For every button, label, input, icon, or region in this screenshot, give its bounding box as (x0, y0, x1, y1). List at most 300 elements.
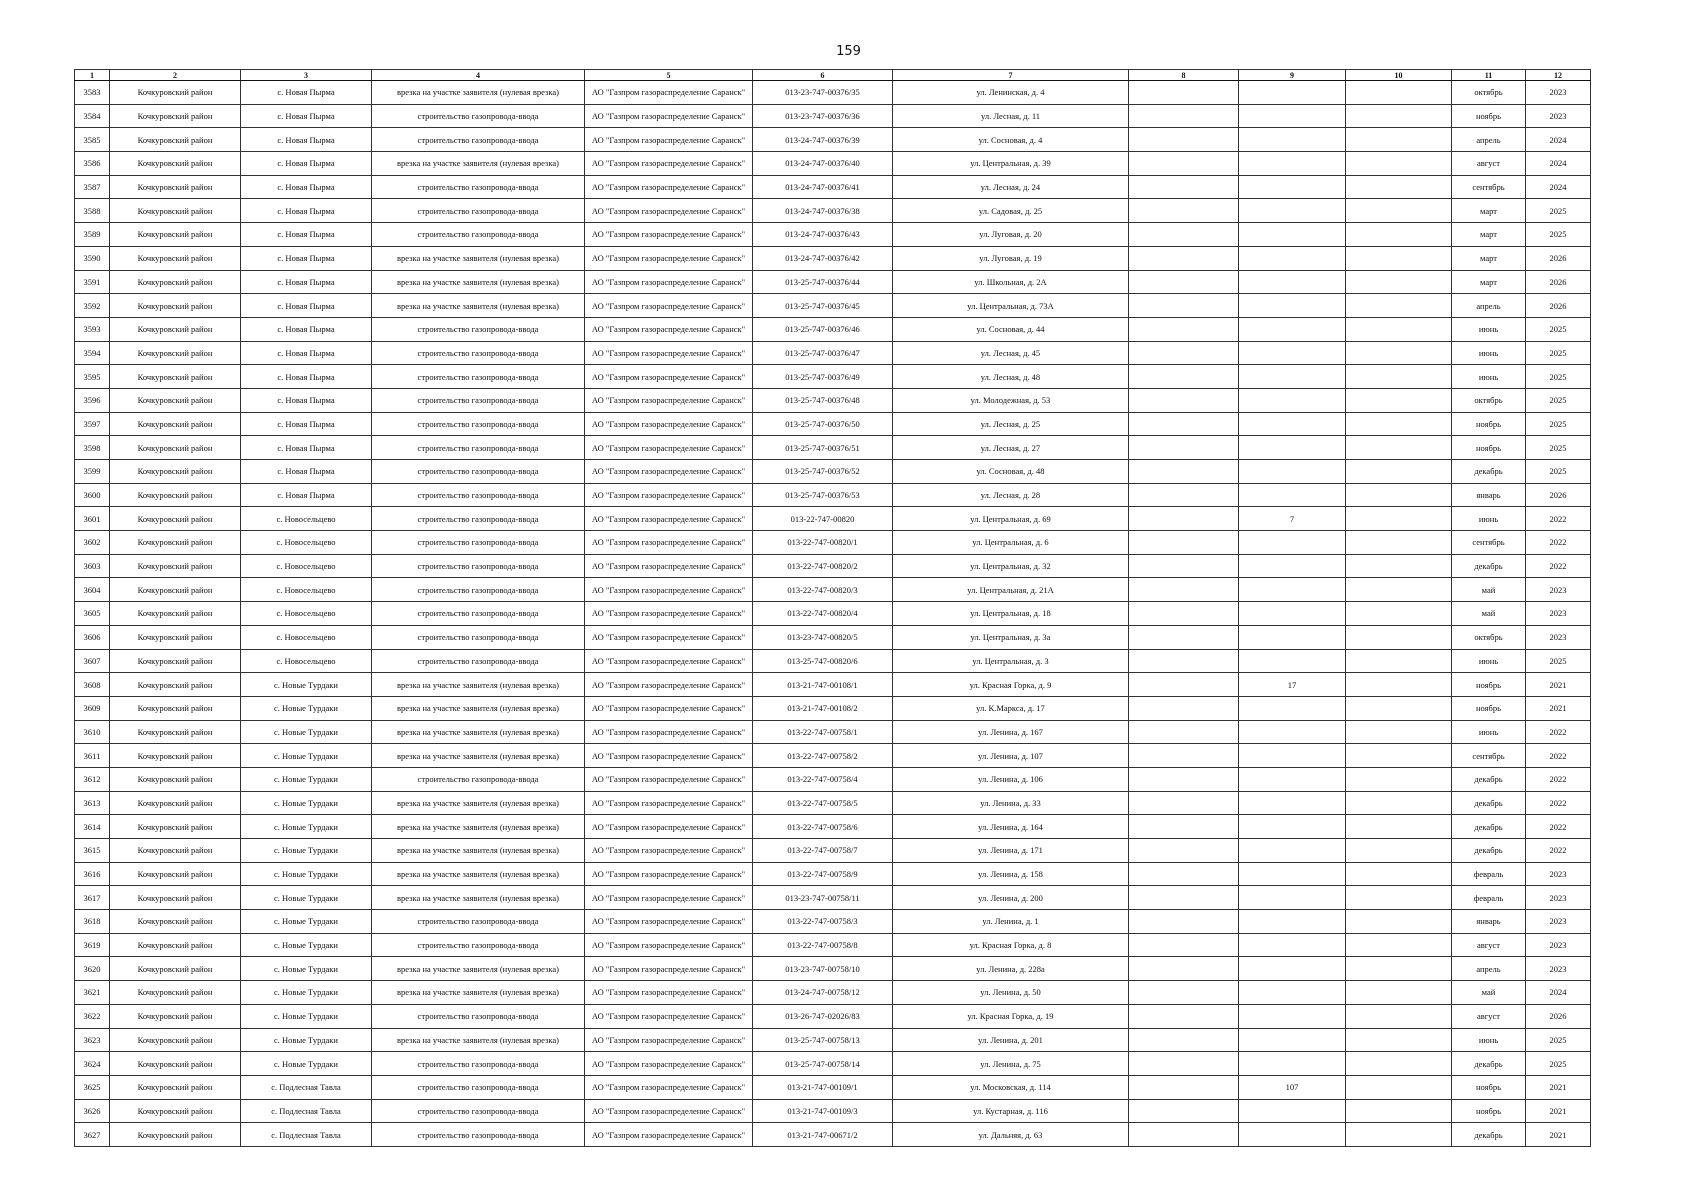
table-cell: ул. Красная Горка, д. 8 (893, 933, 1129, 957)
table-cell: 2021 (1526, 696, 1591, 720)
table-cell (1346, 862, 1452, 886)
table-cell: 3593 (75, 317, 110, 341)
table-row (75, 1052, 1591, 1076)
table-cell: ул. Ленина, д. 167 (893, 720, 1129, 744)
table-cell: март (1452, 246, 1526, 270)
table-row (75, 696, 1591, 720)
table-cell: 2022 (1526, 507, 1591, 531)
table-cell: с. Новые Турдаки (241, 767, 372, 791)
table-cell: 013-22-747-00758/1 (753, 720, 893, 744)
table-cell: 2022 (1526, 744, 1591, 768)
table-cell (1346, 223, 1452, 247)
table-row (75, 317, 1591, 341)
table-cell (1239, 199, 1346, 223)
table-cell: ул. Ленина, д. 164 (893, 815, 1129, 839)
table-cell: АО "Газпром газораспределение Саранск" (585, 246, 753, 270)
table-cell: с. Новые Турдаки (241, 910, 372, 934)
table-cell: Кочкуровский район (110, 744, 241, 768)
table-row (75, 436, 1591, 460)
table-row (75, 294, 1591, 318)
table-cell: Кочкуровский район (110, 460, 241, 484)
table-cell: с. Новосельцево (241, 578, 372, 602)
table-cell (1129, 460, 1239, 484)
table-cell: с. Новые Турдаки (241, 1052, 372, 1076)
table-cell: АО "Газпром газораспределение Саранск" (585, 531, 753, 555)
table-cell: АО "Газпром газораспределение Саранск" (585, 839, 753, 863)
table-row (75, 152, 1591, 176)
table-row (75, 507, 1591, 531)
table-cell: врезка на участке заявителя (нулевая врезка) (372, 957, 585, 981)
table-cell (1239, 815, 1346, 839)
table-cell: ул. Школьная, д. 2А (893, 270, 1129, 294)
table-cell: 013-25-747-00820/6 (753, 649, 893, 673)
table-cell: ул. Ленина, д. 75 (893, 1052, 1129, 1076)
table-cell: АО "Газпром газораспределение Саранск" (585, 649, 753, 673)
table-cell (1129, 1123, 1239, 1147)
table-cell (1129, 649, 1239, 673)
table-cell (1239, 649, 1346, 673)
table-cell: 013-24-747-00376/42 (753, 246, 893, 270)
table-cell (1239, 791, 1346, 815)
table-cell: АО "Газпром газораспределение Саранск" (585, 483, 753, 507)
table-cell: с. Новосельцево (241, 649, 372, 673)
table-cell (1129, 412, 1239, 436)
table-cell: АО "Газпром газораспределение Саранск" (585, 602, 753, 626)
table-cell: 3623 (75, 1028, 110, 1052)
table-cell: декабрь (1452, 815, 1526, 839)
table-cell: 013-25-747-00376/51 (753, 436, 893, 460)
table-cell: с. Новая Пырма (241, 223, 372, 247)
table-cell: Кочкуровский район (110, 1052, 241, 1076)
table-cell (1239, 578, 1346, 602)
table-cell (1239, 1123, 1346, 1147)
table-cell: Кочкуровский район (110, 696, 241, 720)
table-cell: строительство газопровода-ввода (372, 483, 585, 507)
table-cell: АО "Газпром газораспределение Саранск" (585, 270, 753, 294)
table-cell: 3594 (75, 341, 110, 365)
table-cell: с. Новые Турдаки (241, 673, 372, 697)
table-cell (1239, 104, 1346, 128)
table-cell (1239, 957, 1346, 981)
table-cell: 013-24-747-00758/12 (753, 981, 893, 1005)
table-cell (1129, 483, 1239, 507)
table-cell: Кочкуровский район (110, 317, 241, 341)
table-cell (1346, 981, 1452, 1005)
table-cell: ул. Центральная, д. 32 (893, 554, 1129, 578)
table-cell: АО "Газпром газораспределение Саранск" (585, 791, 753, 815)
table-cell: с. Новосельцево (241, 625, 372, 649)
table-cell: 013-23-747-00376/35 (753, 81, 893, 105)
table-cell (1239, 294, 1346, 318)
column-header: 11 (1452, 70, 1526, 81)
table-cell: АО "Газпром газораспределение Саранск" (585, 744, 753, 768)
table-cell: АО "Газпром газораспределение Саранск" (585, 81, 753, 105)
table-row (75, 981, 1591, 1005)
table-cell: 013-22-747-00758/2 (753, 744, 893, 768)
table-cell: сентябрь (1452, 175, 1526, 199)
table-cell: 2025 (1526, 412, 1591, 436)
table-cell (1129, 1075, 1239, 1099)
table-cell: 2023 (1526, 862, 1591, 886)
table-cell (1346, 270, 1452, 294)
table-cell: ул. Центральная, д. 18 (893, 602, 1129, 626)
table-cell: 2025 (1526, 365, 1591, 389)
table-cell: АО "Газпром газораспределение Саранск" (585, 365, 753, 389)
column-header: 3 (241, 70, 372, 81)
page-number: 159 (836, 44, 861, 59)
table-cell: Кочкуровский район (110, 1075, 241, 1099)
table-cell: строительство газопровода-ввода (372, 1075, 585, 1099)
table-cell: ул. Лесная, д. 28 (893, 483, 1129, 507)
data-table (74, 69, 1591, 1147)
table-cell: 2022 (1526, 720, 1591, 744)
table-cell: 2024 (1526, 981, 1591, 1005)
table-cell: АО "Газпром газораспределение Саранск" (585, 341, 753, 365)
table-cell: ул. Лесная, д. 27 (893, 436, 1129, 460)
table-cell: 3627 (75, 1123, 110, 1147)
table-row (75, 246, 1591, 270)
table-cell: с. Новая Пырма (241, 436, 372, 460)
table-cell: 013-22-747-00820/1 (753, 531, 893, 555)
table-cell: 3604 (75, 578, 110, 602)
table-cell: АО "Газпром газораспределение Саранск" (585, 957, 753, 981)
table-cell: 013-22-747-00820/3 (753, 578, 893, 602)
table-cell: 3590 (75, 246, 110, 270)
table-cell: 2025 (1526, 317, 1591, 341)
table-cell: Кочкуровский район (110, 981, 241, 1005)
table-cell: ул. Центральная, д. 6 (893, 531, 1129, 555)
table-cell: с. Новые Турдаки (241, 791, 372, 815)
table-cell: ул. Красная Горка, д. 9 (893, 673, 1129, 697)
table-cell: 2022 (1526, 767, 1591, 791)
table-cell: АО "Газпром газораспределение Саранск" (585, 1123, 753, 1147)
table-cell (1346, 317, 1452, 341)
table-cell: 3621 (75, 981, 110, 1005)
table-cell: 013-24-747-00376/38 (753, 199, 893, 223)
table-cell: врезка на участке заявителя (нулевая врезка) (372, 791, 585, 815)
table-cell (1239, 1028, 1346, 1052)
table-row (75, 1075, 1591, 1099)
table-cell: АО "Газпром газораспределение Саранск" (585, 886, 753, 910)
table-cell: врезка на участке заявителя (нулевая врезка) (372, 246, 585, 270)
table-cell: 2025 (1526, 341, 1591, 365)
table-cell: 3614 (75, 815, 110, 839)
table-cell (1129, 862, 1239, 886)
table-cell: 013-22-747-00820/4 (753, 602, 893, 626)
table-cell: 013-21-747-00109/3 (753, 1099, 893, 1123)
table-cell (1129, 602, 1239, 626)
table-cell: строительство газопровода-ввода (372, 578, 585, 602)
table-cell: 2025 (1526, 1028, 1591, 1052)
table-cell (1346, 744, 1452, 768)
table-cell (1239, 483, 1346, 507)
table-cell: 2023 (1526, 957, 1591, 981)
table-cell (1346, 1075, 1452, 1099)
table-cell (1129, 981, 1239, 1005)
table-cell: 3613 (75, 791, 110, 815)
table-cell: ул. Ленина, д. 1 (893, 910, 1129, 934)
table-cell: 3595 (75, 365, 110, 389)
table-cell: 013-24-747-00376/41 (753, 175, 893, 199)
table-cell: октябрь (1452, 388, 1526, 412)
table-cell: врезка на участке заявителя (нулевая врезка) (372, 294, 585, 318)
table-cell: врезка на участке заявителя (нулевая врезка) (372, 152, 585, 176)
table-cell: 013-21-747-00108/1 (753, 673, 893, 697)
table-cell: октябрь (1452, 81, 1526, 105)
table-cell: 3601 (75, 507, 110, 531)
table-cell: строительство газопровода-ввода (372, 767, 585, 791)
table-cell: 013-22-747-00820 (753, 507, 893, 531)
table-cell: Кочкуровский район (110, 175, 241, 199)
table-cell: АО "Газпром газораспределение Саранск" (585, 152, 753, 176)
table-cell: 013-25-747-00376/44 (753, 270, 893, 294)
table-cell: с. Новосельцево (241, 507, 372, 531)
table-cell (1346, 152, 1452, 176)
table-cell: август (1452, 933, 1526, 957)
table-cell (1346, 815, 1452, 839)
table-cell: АО "Газпром газораспределение Саранск" (585, 1028, 753, 1052)
table-cell: ул. Московская, д. 114 (893, 1075, 1129, 1099)
table-cell: с. Новая Пырма (241, 175, 372, 199)
table-cell: ул. К.Маркса, д. 17 (893, 696, 1129, 720)
table-row (75, 1028, 1591, 1052)
table-cell: с. Новая Пырма (241, 460, 372, 484)
table-cell: 2025 (1526, 199, 1591, 223)
table-cell: Кочкуровский район (110, 791, 241, 815)
table-cell: 013-21-747-00108/2 (753, 696, 893, 720)
table-body (75, 81, 1591, 1147)
table-cell: 013-22-747-00758/9 (753, 862, 893, 886)
table-cell (1239, 862, 1346, 886)
table-cell: АО "Газпром газораспределение Саранск" (585, 696, 753, 720)
table-cell: с. Новая Пырма (241, 104, 372, 128)
table-cell: 3617 (75, 886, 110, 910)
column-header: 6 (753, 70, 893, 81)
table-cell: Кочкуровский район (110, 910, 241, 934)
table-row (75, 175, 1591, 199)
table-cell: врезка на участке заявителя (нулевая врезка) (372, 673, 585, 697)
table-cell: август (1452, 1004, 1526, 1028)
table-row (75, 483, 1591, 507)
table-cell: сентябрь (1452, 531, 1526, 555)
table-cell (1346, 649, 1452, 673)
table-cell: ул. Центральная, д. 39 (893, 152, 1129, 176)
table-cell: 2023 (1526, 81, 1591, 105)
header-row (75, 70, 1591, 81)
table-cell: апрель (1452, 957, 1526, 981)
table-cell (1239, 81, 1346, 105)
table-cell (1129, 744, 1239, 768)
table-cell: строительство газопровода-ввода (372, 1004, 585, 1028)
table-cell: 2022 (1526, 554, 1591, 578)
table-row (75, 128, 1591, 152)
table-cell (1346, 507, 1452, 531)
table-cell: 3615 (75, 839, 110, 863)
table-cell: 013-24-747-00376/43 (753, 223, 893, 247)
table-cell: врезка на участке заявителя (нулевая врезка) (372, 981, 585, 1005)
table-row (75, 270, 1591, 294)
table-cell: 3598 (75, 436, 110, 460)
table-row (75, 554, 1591, 578)
table-cell (1346, 578, 1452, 602)
table-cell: 2024 (1526, 152, 1591, 176)
table-cell (1239, 696, 1346, 720)
table-cell (1129, 317, 1239, 341)
table-cell: АО "Газпром газораспределение Саранск" (585, 460, 753, 484)
table-cell: 3626 (75, 1099, 110, 1123)
table-cell: Кочкуровский район (110, 673, 241, 697)
table-cell: с. Новосельцево (241, 602, 372, 626)
table-cell: строительство газопровода-ввода (372, 531, 585, 555)
table-cell: АО "Газпром газораспределение Саранск" (585, 1099, 753, 1123)
table-cell: ул. Ленина, д. 201 (893, 1028, 1129, 1052)
table-cell (1346, 365, 1452, 389)
table-cell: строительство газопровода-ввода (372, 649, 585, 673)
table-cell: июнь (1452, 720, 1526, 744)
table-cell (1239, 460, 1346, 484)
table-row (75, 744, 1591, 768)
table-cell: с. Новая Пырма (241, 128, 372, 152)
table-cell: 3619 (75, 933, 110, 957)
table-cell: ул. Сосновая, д. 4 (893, 128, 1129, 152)
table-cell: 3599 (75, 460, 110, 484)
table-cell: Кочкуровский район (110, 341, 241, 365)
table-cell (1129, 199, 1239, 223)
table-cell (1129, 767, 1239, 791)
table-cell (1129, 554, 1239, 578)
table-cell: Кочкуровский район (110, 507, 241, 531)
table-cell: 2025 (1526, 223, 1591, 247)
table-cell: ноябрь (1452, 673, 1526, 697)
table-cell: декабрь (1452, 791, 1526, 815)
table-cell: 2026 (1526, 294, 1591, 318)
table-cell (1346, 625, 1452, 649)
table-cell: с. Новосельцево (241, 531, 372, 555)
table-cell: январь (1452, 483, 1526, 507)
table-cell: Кочкуровский район (110, 199, 241, 223)
column-header: 12 (1526, 70, 1591, 81)
table-cell: 3602 (75, 531, 110, 555)
table-cell: Кочкуровский район (110, 483, 241, 507)
table-cell (1129, 910, 1239, 934)
table-row (75, 673, 1591, 697)
table-cell (1346, 554, 1452, 578)
table-cell: 3591 (75, 270, 110, 294)
table-cell: 2024 (1526, 128, 1591, 152)
table-cell (1129, 1028, 1239, 1052)
table-cell: 3611 (75, 744, 110, 768)
table-cell: 3587 (75, 175, 110, 199)
table-cell (1129, 175, 1239, 199)
table-cell: май (1452, 602, 1526, 626)
table-cell (1239, 270, 1346, 294)
table-cell (1129, 104, 1239, 128)
table-cell: 2025 (1526, 436, 1591, 460)
table-row (75, 625, 1591, 649)
table-cell: АО "Газпром газораспределение Саранск" (585, 554, 753, 578)
table-cell (1346, 673, 1452, 697)
table-cell: 2022 (1526, 815, 1591, 839)
table-cell: Кочкуровский район (110, 649, 241, 673)
table-cell (1239, 744, 1346, 768)
table-cell: ул. Садовая, д. 25 (893, 199, 1129, 223)
table-cell (1129, 341, 1239, 365)
table-cell (1129, 720, 1239, 744)
table-cell: с. Новая Пырма (241, 341, 372, 365)
table-row (75, 1123, 1591, 1147)
table-cell (1346, 886, 1452, 910)
table-cell: с. Новые Турдаки (241, 981, 372, 1005)
table-cell: 7 (1239, 507, 1346, 531)
table-cell (1129, 1052, 1239, 1076)
table-cell (1346, 767, 1452, 791)
table-cell: 2026 (1526, 246, 1591, 270)
table-cell (1239, 720, 1346, 744)
table-cell: врезка на участке заявителя (нулевая врезка) (372, 270, 585, 294)
table-cell: с. Новые Турдаки (241, 815, 372, 839)
table-cell (1239, 388, 1346, 412)
column-header: 2 (110, 70, 241, 81)
table-row (75, 388, 1591, 412)
table-cell: декабрь (1452, 460, 1526, 484)
table-cell: 3610 (75, 720, 110, 744)
table-cell: май (1452, 981, 1526, 1005)
table-cell (1239, 933, 1346, 957)
table-cell (1346, 720, 1452, 744)
table-cell: март (1452, 223, 1526, 247)
table-cell: Кочкуровский район (110, 578, 241, 602)
table-cell: Кочкуровский район (110, 625, 241, 649)
table-cell: строительство газопровода-ввода (372, 388, 585, 412)
table-cell: ул. Центральная, д. 69 (893, 507, 1129, 531)
table-cell: Кочкуровский район (110, 862, 241, 886)
table-row (75, 649, 1591, 673)
table-cell: октябрь (1452, 625, 1526, 649)
table-cell: строительство газопровода-ввода (372, 933, 585, 957)
table-cell: декабрь (1452, 767, 1526, 791)
table-row (75, 104, 1591, 128)
table-cell: март (1452, 199, 1526, 223)
table-cell: Кочкуровский район (110, 246, 241, 270)
table-cell: с. Новые Турдаки (241, 862, 372, 886)
table-cell: апрель (1452, 294, 1526, 318)
table-cell (1239, 554, 1346, 578)
table-cell (1129, 388, 1239, 412)
table-cell: февраль (1452, 886, 1526, 910)
table-cell: ул. Ленина, д. 171 (893, 839, 1129, 863)
table-cell: ул. Ленина, д. 50 (893, 981, 1129, 1005)
table-cell: АО "Газпром газораспределение Саранск" (585, 862, 753, 886)
table-cell: Кочкуровский район (110, 294, 241, 318)
table-cell (1129, 152, 1239, 176)
table-cell (1239, 531, 1346, 555)
table-cell (1129, 791, 1239, 815)
table-cell: АО "Газпром газораспределение Саранск" (585, 1075, 753, 1099)
table-cell: 013-25-747-00376/53 (753, 483, 893, 507)
table-cell: Кочкуровский район (110, 554, 241, 578)
table-cell: с. Подлесная Тавла (241, 1075, 372, 1099)
table-cell: АО "Газпром газораспределение Саранск" (585, 104, 753, 128)
table-cell: строительство газопровода-ввода (372, 910, 585, 934)
table-cell: АО "Газпром газораспределение Саранск" (585, 436, 753, 460)
table-cell: 2022 (1526, 839, 1591, 863)
table-cell: строительство газопровода-ввода (372, 175, 585, 199)
table-cell: ул. Сосновая, д. 44 (893, 317, 1129, 341)
table-cell: 013-25-747-00376/52 (753, 460, 893, 484)
table-cell: 2026 (1526, 270, 1591, 294)
table-cell (1239, 246, 1346, 270)
table-cell (1239, 602, 1346, 626)
